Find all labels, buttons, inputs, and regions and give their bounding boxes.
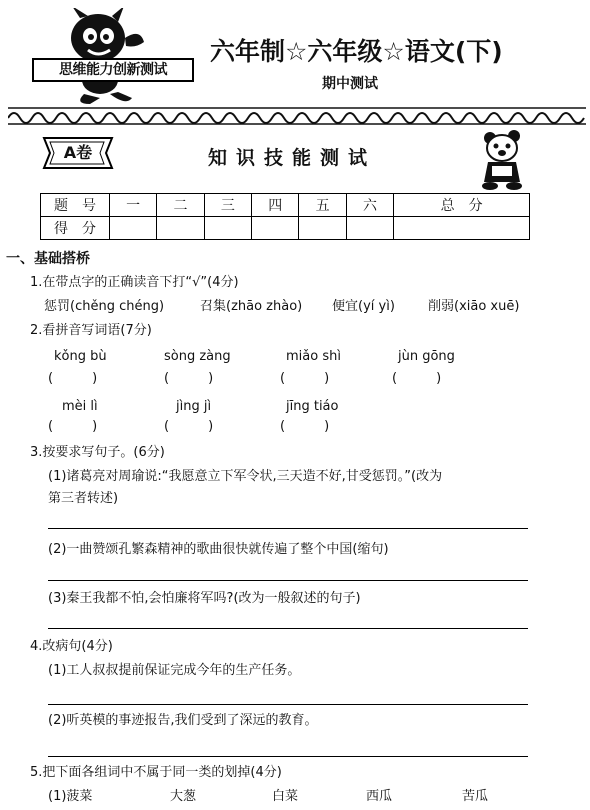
table-cell: 一 [110,194,157,217]
score-value-row [41,217,530,240]
table-cell: 二 [157,194,204,217]
table-cell: 六 [346,194,393,217]
score-input-cell[interactable] [346,217,393,240]
q3-sentence-2: (2)一曲赞颂孔繁森精神的歌曲很快就传遍了整个中国(缩句) [48,542,389,557]
q3-sentence-1: (1)诸葛亮对周瑜说:“我愿意立下军令状,三天造不好,甘受惩罚。”(改为 [48,469,443,484]
table-cell: 总 分 [394,194,530,217]
brand-label: 思维能力创新测试 [32,58,194,82]
table-cell: 四 [252,194,299,217]
pinyin-label: sòng zàng [164,349,231,364]
answer-paren[interactable]: ( ) [164,419,214,434]
q4-prompt: 4.改病句(4分) [30,639,113,654]
part-heading: 一、基础搭桥 [6,251,90,267]
answer-line[interactable] [48,756,528,757]
q2-prompt: 2.看拼音写词语(7分) [30,323,152,338]
pinyin-label: kǒng bù [54,349,107,364]
decorative-border [8,104,586,126]
pinyin-label: mèi lì [62,399,98,414]
q5-word[interactable]: (1)菠菜 [48,789,93,804]
answer-line[interactable] [48,580,528,581]
badge-label: A卷 [63,143,93,162]
table-cell: 三 [204,194,251,217]
table-cell: 得 分 [41,217,110,240]
q1-item[interactable]: 削弱(xiāo xuē) [428,299,520,314]
pinyin-label: jùn gōng [398,349,455,364]
q1-item[interactable]: 惩罚(chěng chéng) [44,299,165,314]
score-input-cell[interactable] [110,217,157,240]
table-cell: 题 号 [41,194,110,217]
answer-paren[interactable]: ( ) [280,419,330,434]
q5-word[interactable]: 苦瓜 [462,789,489,804]
page-subtitle: 期中测试 [322,76,378,92]
q4-sentence-1: (1)工人叔叔提前保证完成今年的生产任务。 [48,663,301,678]
q1-prompt: 1.在带点字的正确读音下打“√”(4分) [30,275,239,290]
pinyin-label: jìng jì [176,399,212,414]
table-cell: 五 [299,194,346,217]
q3-sentence-1-cont: 第三者转述) [48,491,119,506]
score-input-cell[interactable] [157,217,204,240]
q3-prompt: 3.按要求写句子。(6分) [30,445,165,460]
score-table [40,193,530,240]
bear-mascot-icon [476,128,530,190]
answer-paren[interactable]: ( ) [392,371,442,386]
score-header-row [41,194,530,217]
page-title: 六年制☆六年级☆语文(下) [210,37,503,66]
q4-sentence-2: (2)听英模的事迹报告,我们受到了深远的教育。 [48,713,318,728]
q5-prompt: 5.把下面各组词中不属于同一类的划掉(4分) [30,765,282,780]
q5-word[interactable]: 大葱 [170,789,197,804]
score-input-cell[interactable] [252,217,299,240]
answer-line[interactable] [48,528,528,529]
pinyin-label: miǎo shì [286,349,341,364]
answer-line[interactable] [48,704,528,705]
score-input-cell[interactable] [394,217,530,240]
answer-paren[interactable]: ( ) [164,371,214,386]
q3-sentence-3: (3)秦王我都不怕,会怕廉将军吗?(改为一般叙述的句子) [48,591,361,606]
section-title: 知识技能测试 [208,147,377,169]
q5-word[interactable]: 西瓜 [366,789,393,804]
answer-paren[interactable]: ( ) [280,371,330,386]
pinyin-label: jīng tiáo [286,399,339,414]
score-input-cell[interactable] [299,217,346,240]
q1-item[interactable]: 召集(zhāo zhào) [200,299,303,314]
answer-paren[interactable]: ( ) [48,371,98,386]
answer-line[interactable] [48,628,528,629]
score-input-cell[interactable] [204,217,251,240]
q1-item[interactable]: 便宜(yí yì) [332,299,395,314]
q5-word[interactable]: 白菜 [272,789,299,804]
answer-paren[interactable]: ( ) [48,419,98,434]
